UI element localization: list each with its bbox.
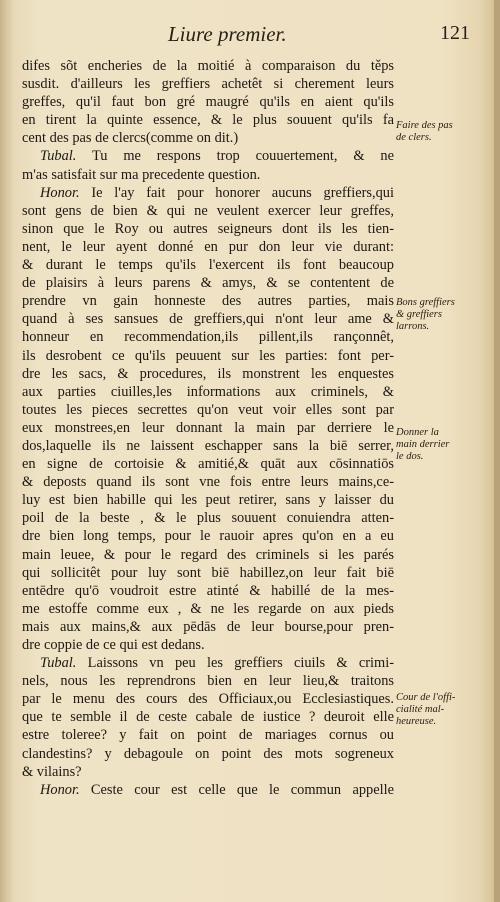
folio-number: 121 — [440, 22, 470, 44]
text-line — [22, 781, 394, 799]
text-line — [22, 75, 394, 93]
text-line — [22, 419, 394, 437]
text-line — [22, 274, 394, 292]
line-text: dre bien long temps, pour le rauoir apres qu'on en a eu — [22, 528, 394, 545]
margin-note-line: Donner la — [396, 427, 439, 438]
line-text: par le menu des cours des Officiaux,ou Ecclesiastiques. — [22, 691, 394, 708]
margin-note-3 — [396, 427, 496, 463]
text-line — [22, 672, 394, 690]
text-line — [22, 527, 394, 545]
page-header — [0, 22, 500, 52]
text-line — [22, 147, 394, 165]
line-text: dre coppie de ce qui est dedans. — [22, 637, 205, 653]
margin-note-line: Faire des pas — [396, 120, 453, 131]
line-text: cent des pas de clercs(comme on dit.) — [22, 130, 239, 147]
speaker-name: Honor. — [40, 184, 80, 201]
line-text: ils desrobent ce qu'ils peuuent sur les parties: font per- — [22, 347, 394, 364]
line-text: estre toleree? y fait on point de mariages cornus ou — [22, 727, 394, 744]
text-line — [22, 726, 394, 744]
line-text: greffes, qu'il faut bon gré maugré qu'ils en aient qu'ils — [22, 94, 394, 111]
line-text: me estoffe comme eux , & ne les regarde on aux pieds — [22, 600, 394, 617]
margin-note-line: Bons greffiers — [396, 297, 455, 308]
line-text: Tu me respons trop couuertement, & ne — [76, 148, 394, 165]
speaker-name: Tubal. — [40, 655, 77, 672]
line-text: quand à ses sansues de greffiers,qui n'ont leur ame & — [22, 311, 394, 328]
margin-note-line: larrons. — [396, 321, 430, 332]
line-text: difes sõt encheries de la moitié à comparaison du těps — [22, 58, 394, 74]
text-line — [22, 202, 394, 220]
line-text: honneur en recommendation,ils pillent,ils rançonnêt, — [22, 329, 394, 346]
text-line — [22, 690, 394, 708]
margin-note-line: de clers. — [396, 132, 432, 143]
body-text — [22, 57, 394, 799]
line-text: sont gens de bien & qui ne veulent exercer leur greffes, — [22, 202, 394, 219]
line-text: dre les sacs, & procedures, ils monstrent les enquestes — [22, 365, 394, 382]
margin-note-line: Cour de l'offi- — [396, 692, 456, 703]
line-text: & durant le temps qu'ils l'exercent ils font beaucoup — [22, 257, 394, 274]
text-line — [22, 546, 394, 564]
text-line — [22, 618, 394, 636]
text-line — [22, 256, 394, 274]
margin-note-line: le dos. — [396, 451, 424, 462]
text-line — [22, 292, 394, 310]
text-line — [22, 328, 394, 346]
line-text: entēdre qu'ō voudroit estre atinté & habillé de la mes- — [22, 582, 394, 599]
text-line — [22, 491, 394, 509]
margin-note-2 — [396, 297, 496, 333]
line-text: de plaisirs à leurs parens & amys, & se contentent de — [22, 275, 394, 292]
margin-note-line: main derrier — [396, 439, 450, 450]
text-line — [22, 600, 394, 618]
text-line — [22, 473, 394, 491]
line-text: poil de la beste , & le plus souuent conuiendra atten- — [22, 510, 394, 527]
line-text: nent, le leur ayent donné en pur don leur vie durant: — [22, 238, 394, 255]
line-text: Laissons vn peu les greffiers ciuils & crimi- — [76, 655, 394, 672]
line-text: prendre vn gain honneste des autres parties, mais — [22, 293, 394, 310]
text-line — [22, 238, 394, 256]
line-text: clandestins? y debagoule on point des mots sogreneux — [22, 745, 394, 762]
line-text: luy est bien habille qui les peut retirer, sans y laisser du — [22, 492, 394, 509]
line-text: sinon que le Roy ou autres seigneurs dont ils les tien- — [22, 220, 394, 237]
line-text: Ie l'ay fait pour honorer aucuns greffiers,qui — [79, 184, 394, 201]
text-line — [22, 383, 394, 401]
running-title: Liure premier. — [168, 22, 287, 46]
text-line — [22, 636, 394, 654]
line-text: main leuee, & pour le regard des criminels si les parés — [22, 546, 394, 563]
text-line — [22, 111, 394, 129]
text-line — [22, 93, 394, 111]
text-line — [22, 582, 394, 600]
text-line — [22, 57, 394, 75]
margin-note-line: & greffiers — [396, 309, 442, 320]
text-line — [22, 310, 394, 328]
line-text: aux parties ciuilles,les informations aux criminels, & — [22, 383, 394, 400]
line-text: mais aux mains,& aux pēdās de leur bourse,pour pren- — [22, 618, 394, 635]
text-line — [22, 708, 394, 726]
line-text: en tirent la quinte essence, & le plus souuent qu'ils fa — [22, 112, 394, 129]
text-line — [22, 564, 394, 582]
line-text: qui sollicitêt pour luy sont biē habillez,on leur fait biē — [22, 564, 394, 581]
text-line — [22, 509, 394, 527]
text-line — [22, 129, 394, 147]
text-line — [22, 745, 394, 763]
margin-note-1 — [396, 120, 496, 144]
line-text: susdit. d'ailleurs les greffiers achetêt si cherement leurs — [22, 76, 394, 93]
line-text: que te semble il de ceste cabale de iustice ? deuroit elle — [22, 709, 394, 726]
line-text: eux monstrees,en leur donnant la main par derriere le — [22, 419, 394, 436]
line-text: dos,laquelle ils ne laissent eschapper sans la biē serrer, — [22, 437, 394, 454]
line-text: Ceste cour est celle que le commun appelle — [79, 781, 394, 798]
text-line — [22, 654, 394, 672]
margin-note-line: cialité mal- — [396, 704, 445, 715]
line-text: nels, nous les reprendrons bien en leur lieu,& traitons — [22, 673, 394, 690]
speaker-name: Tubal. — [40, 148, 77, 165]
text-line — [22, 347, 394, 365]
margin-note-4 — [396, 692, 496, 728]
text-line — [22, 401, 394, 419]
text-line — [22, 437, 394, 455]
line-text: m'as satisfait sur ma precedente question. — [22, 166, 261, 183]
margin-note-line: heureuse. — [396, 716, 437, 727]
text-line — [22, 184, 394, 202]
line-text: toutes les pieces secrettes qu'on veut voir elles sont par — [22, 401, 394, 418]
line-text: en signe de cortoisie & amitié,& quāt aux cōsinnatiōs — [22, 456, 394, 473]
line-text: & deposts quand ils sont vne fois entre leurs mains,ce- — [22, 474, 394, 491]
line-text: & vilains? — [22, 763, 82, 780]
text-line — [22, 166, 394, 184]
text-line — [22, 365, 394, 383]
text-line — [22, 455, 394, 473]
speaker-name: Honor. — [40, 781, 80, 798]
text-line — [22, 763, 394, 781]
text-line — [22, 220, 394, 238]
